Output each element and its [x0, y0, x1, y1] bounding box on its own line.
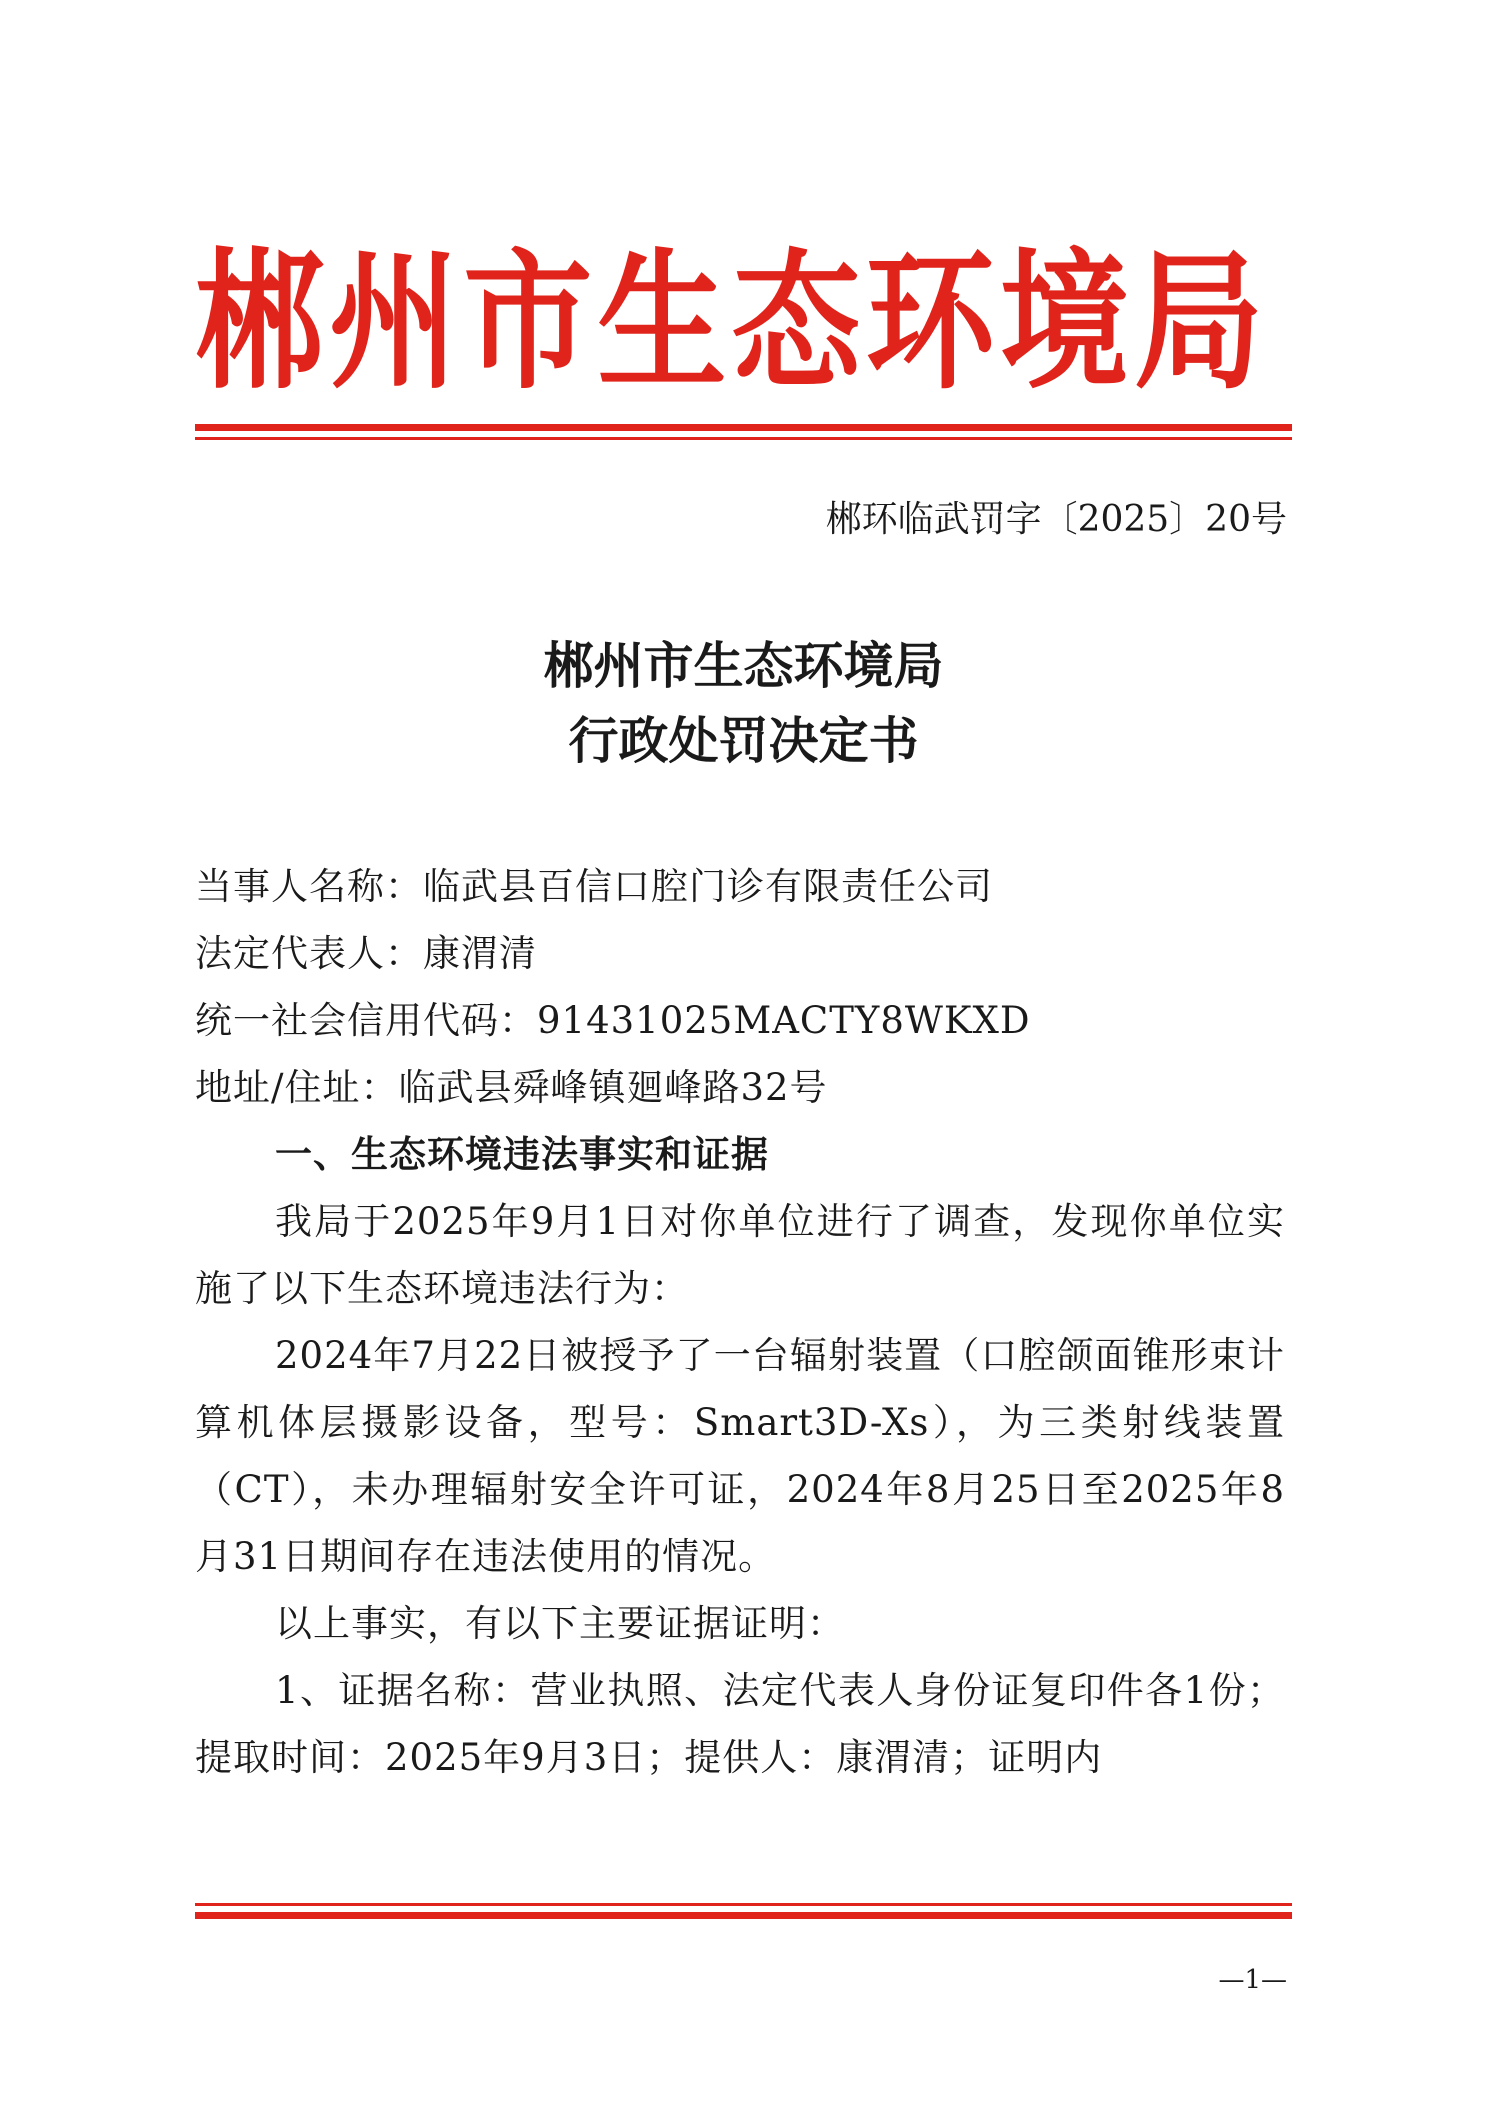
paragraph-evidence-item-1: 1、证据名称：营业执照、法定代表人身份证复印件各1份；提取时间：2025年9月3日；提供人：康渭清；证明内 [195, 1669, 1285, 1779]
section-heading-facts: 一、生态环境违法事实和证据 [275, 1133, 769, 1176]
party-name: 当事人名称：临武县百信口腔门诊有限责任公司 [195, 865, 993, 908]
header-rule-thick [195, 424, 1292, 431]
footer-rule-thick [195, 1912, 1292, 1919]
footer-rule-thin [195, 1903, 1292, 1906]
document-title-agency: 郴州市生态环境局 [543, 637, 944, 695]
header-rule-thin [195, 437, 1292, 440]
document-number: 郴环临武罚字〔2025〕20号 [825, 499, 1287, 540]
address: 地址/住址：临武县舜峰镇廻峰路32号 [195, 1066, 828, 1109]
document-title-type: 行政处罚决定书 [568, 712, 919, 770]
page-number: —1— [1218, 1965, 1287, 1995]
credit-code: 统一社会信用代码：91431025MACTY8WKXD [195, 999, 1031, 1042]
legal-representative: 法定代表人：康渭清 [195, 932, 537, 975]
paragraph-violation: 2024年7月22日被授予了一台辐射装置（口腔颌面锥形束计算机体层摄影设备，型号：Smart3D-Xs），为三类射线装置（CT），未办理辐射安全许可证，2024年8月25日至2025年8月31日期间存在违法使用的情况。 [195, 1334, 1285, 1578]
paragraph-investigation: 我局于2025年9月1日对你单位进行了调查，发现你单位实施了以下生态环境违法行为： [195, 1200, 1285, 1310]
document-body [195, 853, 1285, 1791]
agency-header: 郴州市生态环境局 [195, 236, 1269, 410]
paragraph-evidence-intro: 以上事实，有以下主要证据证明： [275, 1602, 845, 1645]
